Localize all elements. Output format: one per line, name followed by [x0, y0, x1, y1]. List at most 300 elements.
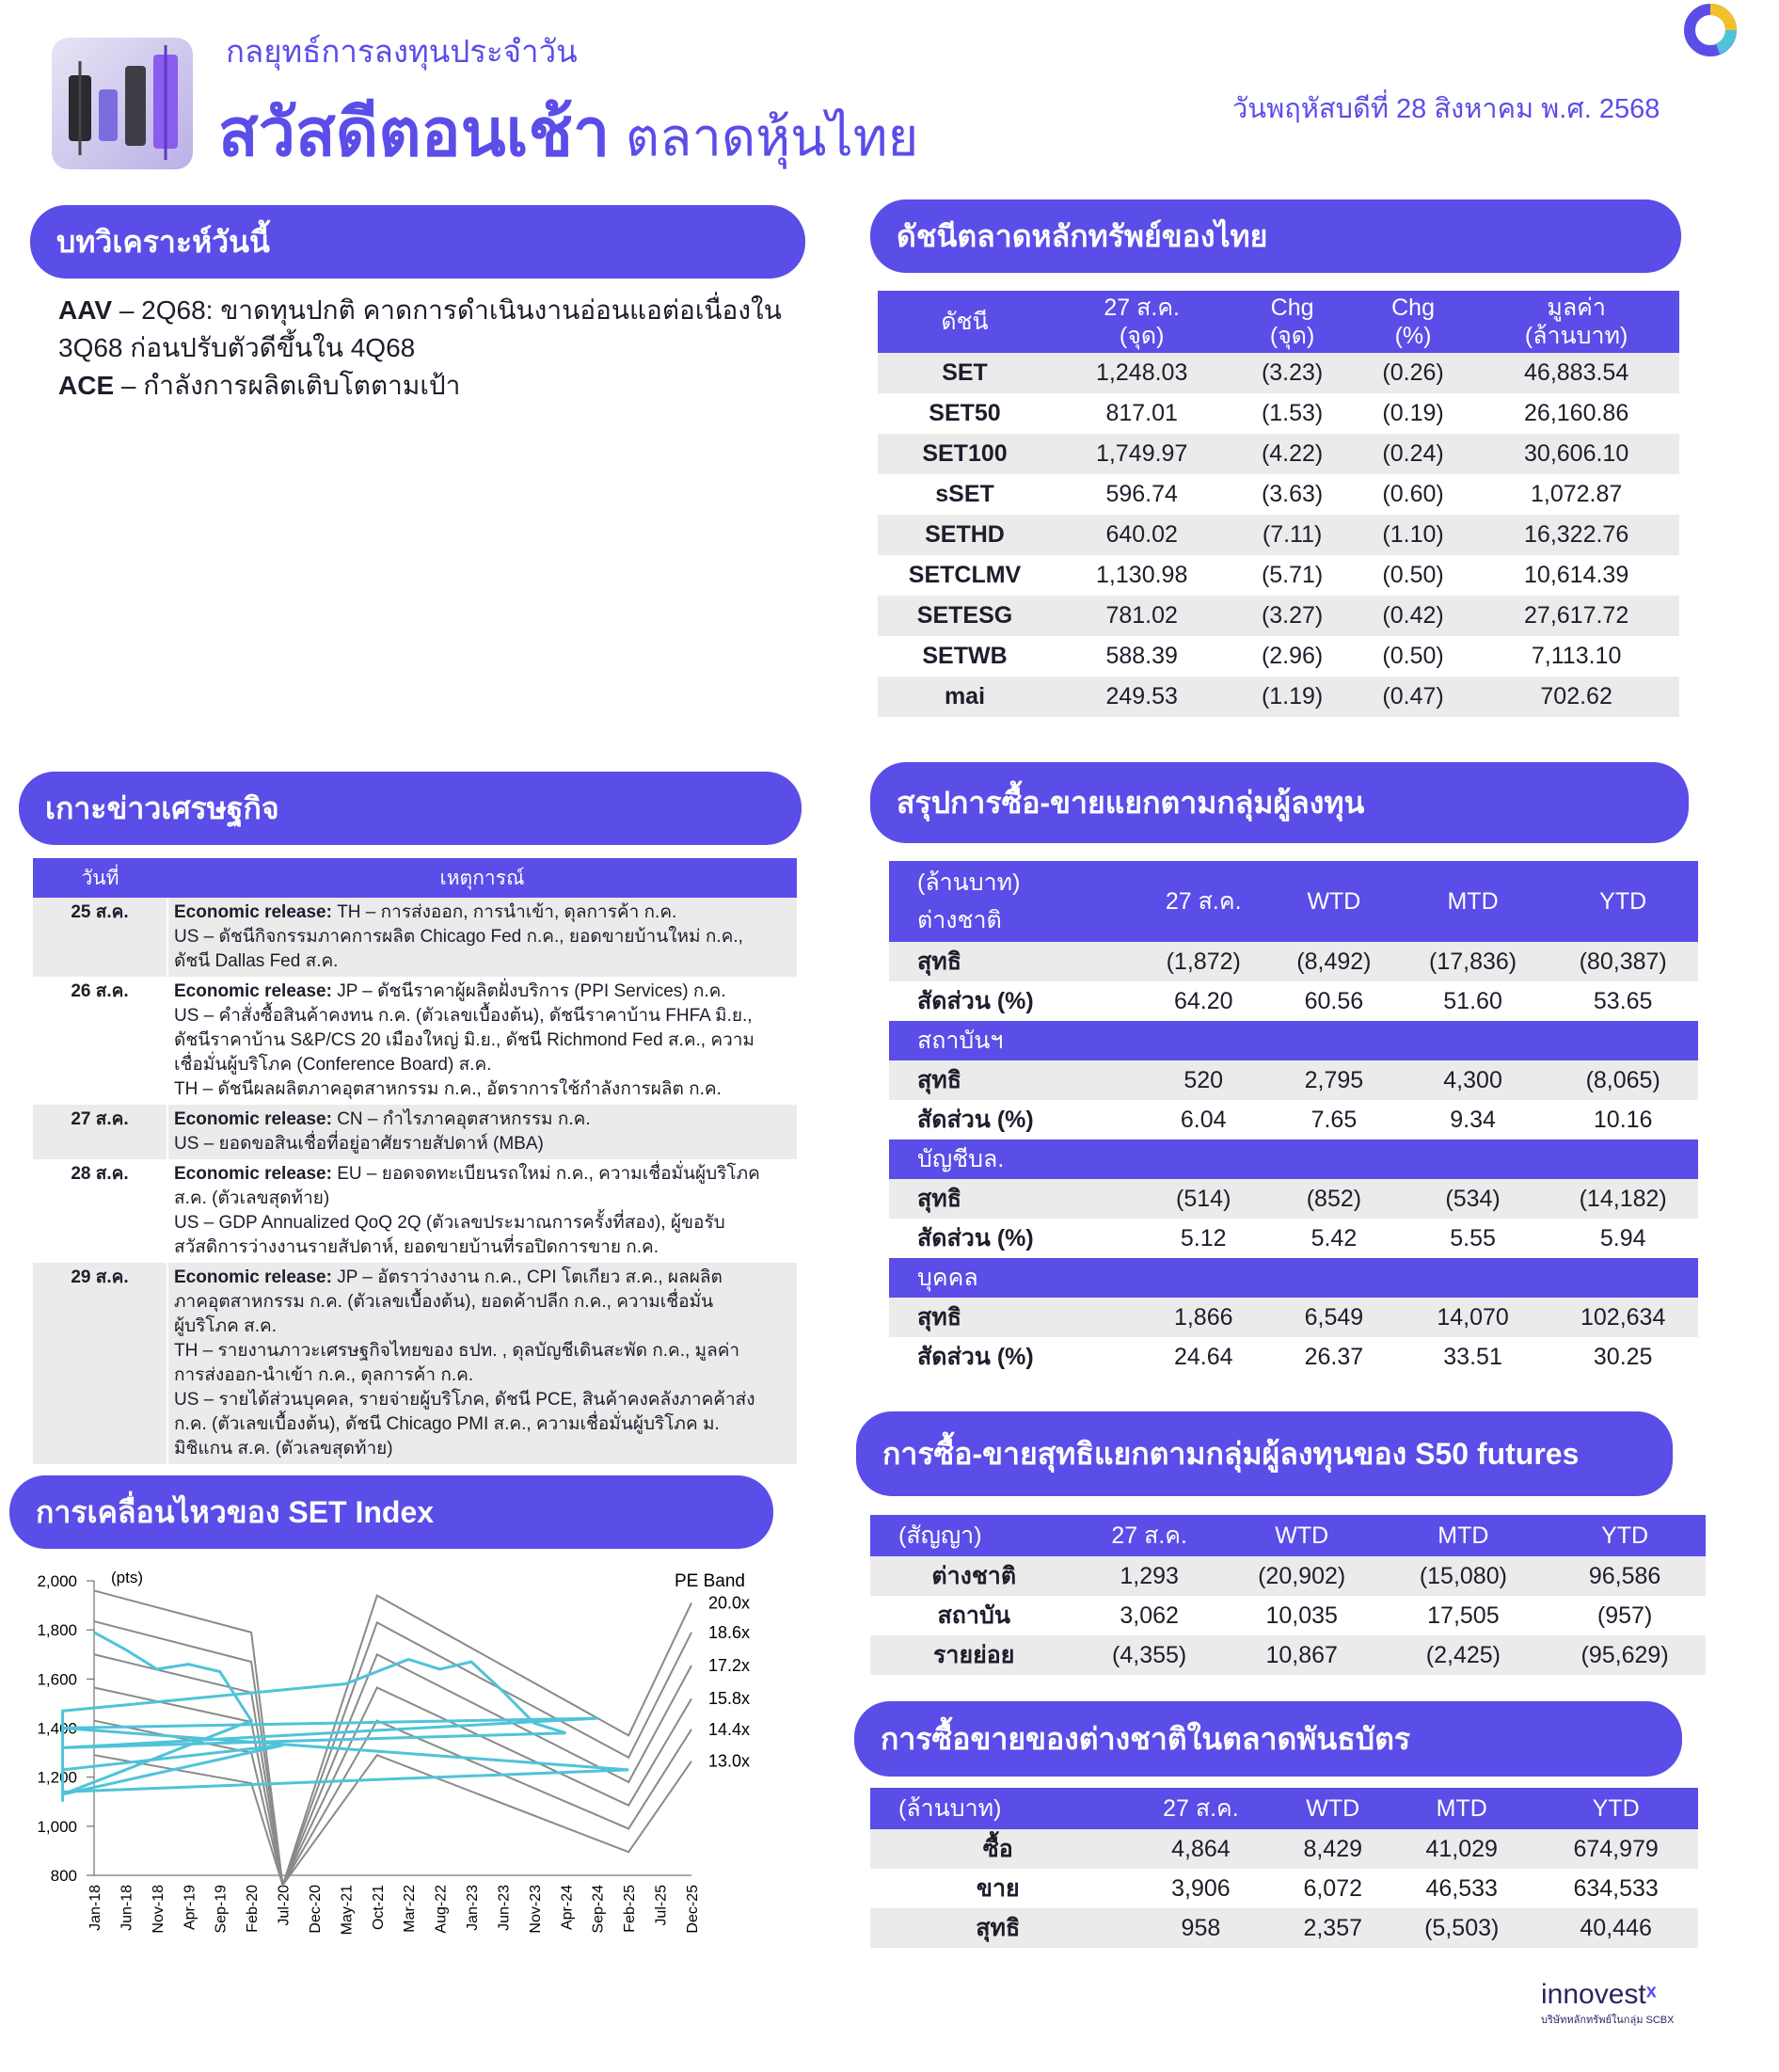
- table-cell: 781.02: [1052, 596, 1231, 636]
- table-row: [889, 1298, 1698, 1337]
- investors-heading-text: สรุปการซื้อ-ขายแยกตามกลุ่มผู้ลงทุน: [897, 785, 1365, 820]
- table-cell: 51.60: [1443, 987, 1502, 1014]
- table-row: [870, 1596, 1706, 1635]
- table-cell: 14,070: [1398, 1298, 1549, 1337]
- table-cell: 7,113.10: [1531, 643, 1622, 669]
- table-cell: (0.24): [1353, 434, 1473, 474]
- event-text: CN – กำไรภาคอุตสาหกรรม ก.ค.: [337, 1109, 591, 1129]
- futures-heading-text: การซื้อ-ขายสุทธิแยกตามกลุ่มผู้ลงทุนของ S50 futures: [882, 1436, 1580, 1471]
- event-text: ดัชนี Dallas Fed ส.ค.: [174, 951, 339, 971]
- row-label: สถาบัน: [937, 1602, 1010, 1629]
- group-header-row: [889, 1258, 1698, 1298]
- event-text: มิชิแกน ส.ค. (ตัวเลขสุดท้าย): [174, 1439, 393, 1458]
- stock-code: AAV: [58, 295, 113, 325]
- table-cell: (5,503): [1390, 1908, 1533, 1948]
- table-row: [878, 515, 1679, 555]
- table-row: [889, 1179, 1698, 1219]
- event-description: [167, 898, 797, 977]
- table-row: [889, 942, 1698, 981]
- y-tick-label: 1,200: [37, 1768, 77, 1787]
- table-cell: 64.20: [1173, 987, 1233, 1014]
- event-line: [174, 1235, 791, 1260]
- table-row: [33, 898, 797, 977]
- event-text: JP – อัตราว่างงาน ก.ค., CPI โตเกียว ส.ค., ผลผลิต: [337, 1267, 723, 1287]
- x-tick-label: Apr-19: [182, 1885, 199, 1931]
- economic-heading: [19, 772, 802, 845]
- column-header: MTD: [1383, 1515, 1545, 1556]
- table-row: [870, 1556, 1706, 1596]
- row-label: สัดส่วน (%): [917, 988, 1034, 1014]
- x-tick-label: Jun-18: [119, 1885, 135, 1931]
- table-cell: 6,072: [1303, 1874, 1362, 1902]
- index-name: SETHD: [878, 515, 1052, 555]
- x-tick-label: Feb-20: [245, 1885, 262, 1933]
- brand-circle-icon: [1684, 4, 1737, 56]
- x-tick-label: Dec-25: [685, 1885, 701, 1934]
- index-name: mai: [878, 677, 1052, 717]
- table-cell: (5.71): [1261, 562, 1324, 588]
- index-name: SETCLMV: [908, 562, 1022, 588]
- table-cell: (8,492): [1270, 942, 1398, 981]
- analysis-heading-text: บทวิเคราะห์วันนี้: [56, 224, 270, 259]
- indices-heading-text: ดัชนีตลาดหลักทรัพย์ของไทย: [897, 218, 1268, 253]
- table-row: [878, 677, 1679, 717]
- table-cell: (0.60): [1382, 481, 1444, 507]
- legend-title: PE Band: [675, 1571, 745, 1591]
- table-cell: (957): [1596, 1602, 1653, 1629]
- table-row: [878, 555, 1679, 596]
- row-label: รายย่อย: [870, 1635, 1077, 1675]
- event-text: US – ยอดขอสินเชื่อที่อยู่อาศัยรายสัปดาห์ (MBA): [174, 1134, 544, 1154]
- analysis-item: [58, 292, 782, 329]
- column-header: มูลค่า (ล้านบาท): [1473, 291, 1679, 353]
- pe-band-label: 14.4x: [708, 1719, 751, 1739]
- row-label: ขาย: [976, 1875, 1020, 1902]
- table-cell: (0.47): [1353, 677, 1473, 717]
- row-label: สุทธิ: [889, 1298, 1136, 1337]
- table-header-row: [870, 1788, 1698, 1829]
- x-tick-label: Jul-25: [653, 1885, 670, 1926]
- table-cell: 640.02: [1052, 515, 1231, 555]
- row-label: ต่างชาติ: [870, 1556, 1077, 1596]
- row-label: สุทธิ: [870, 1908, 1126, 1948]
- table-row: [878, 353, 1679, 393]
- event-line: [174, 1187, 791, 1211]
- table-cell: (20,902): [1221, 1556, 1383, 1596]
- table-cell: 5.55: [1450, 1224, 1496, 1251]
- event-text: TH – ดัชนีผลผลิตภาคอุตสาหกรรม ก.ค., อัตราการใช้กำลังการผลิต ก.ค.: [174, 1079, 722, 1099]
- table-cell: (15,080): [1383, 1556, 1545, 1596]
- event-description: [167, 1159, 797, 1263]
- row-label: สุทธิ: [889, 1179, 1136, 1219]
- analysis-text: – 2Q68: ขาดทุนปกติ คาดการดำเนินงานอ่อนแอต่อเนื่องใน: [112, 295, 782, 325]
- column-header: 27 ส.ค.: [1126, 1788, 1277, 1829]
- x-tick-label: Aug-22: [433, 1885, 450, 1934]
- group-name: สถาบันฯ: [889, 1021, 1698, 1060]
- table-cell: (95,629): [1544, 1635, 1706, 1675]
- event-line: [174, 1412, 791, 1437]
- brand-tagline: บริษัทหลักทรัพย์ในกลุ่ม SCBX: [1541, 2015, 1675, 2026]
- table-row: [33, 1105, 797, 1159]
- table-cell: (1,872): [1136, 942, 1270, 981]
- analysis-text: 3Q68 ก่อนปรับตัวดีขึ้นใน 4Q68: [58, 333, 416, 362]
- table-cell: 7.65: [1310, 1106, 1358, 1133]
- table-cell: (14,182): [1548, 1179, 1698, 1219]
- table-cell: 2,357: [1276, 1908, 1390, 1948]
- table-row: [889, 1337, 1698, 1377]
- table-cell: 1,749.97: [1052, 434, 1231, 474]
- event-text: US – ดัชนีกิจกรรมภาคการผลิต Chicago Fed ก.ค., ยอดขายบ้านใหม่ ก.ค.,: [174, 927, 743, 947]
- event-text: ดัชนีราคาบ้าน S&P/CS 20 เมืองใหญ่ มิ.ย., ดัชนี Richmond Fed ส.ค., ความ: [174, 1030, 754, 1050]
- analysis-item: [58, 367, 782, 405]
- brand-x-mark: x: [1645, 1981, 1657, 2002]
- index-name: sSET: [935, 481, 994, 507]
- table-row: [878, 636, 1679, 677]
- table-cell: 9.34: [1450, 1106, 1496, 1133]
- row-label: สัดส่วน (%): [917, 1107, 1034, 1133]
- x-tick-label: May-21: [339, 1885, 356, 1936]
- page-title: [218, 80, 918, 184]
- pe-band-label: 17.2x: [708, 1655, 751, 1675]
- column-header: YTD: [1533, 1788, 1698, 1829]
- table-cell: (534): [1398, 1179, 1549, 1219]
- table-cell: 702.62: [1473, 677, 1679, 717]
- table-cell: 60.56: [1304, 987, 1364, 1014]
- event-date: 29 ส.ค.: [33, 1263, 167, 1464]
- event-line: [174, 1437, 791, 1461]
- x-tick-label: Feb-25: [622, 1885, 639, 1933]
- group-header-row: [889, 1140, 1698, 1179]
- event-text: ภาคอุตสาหกรรม ก.ค. (ตัวเลขเบื้องต้น), ยอดค้าปลีก ก.ค., ความเชื่อมั่น: [174, 1292, 714, 1312]
- table-cell: (80,387): [1548, 942, 1698, 981]
- event-line: [174, 925, 791, 949]
- page-title-main: สวัสดีตอนเช้า: [218, 96, 611, 169]
- table-cell: 8,429: [1276, 1829, 1390, 1869]
- event-date: 26 ส.ค.: [33, 977, 167, 1105]
- y-tick-label: 1,000: [37, 1817, 77, 1836]
- event-text: JP – ดัชนีราคาผู้ผลิตฝั่งบริการ (PPI Services) ก.ค.: [337, 981, 726, 1001]
- y-tick-label: 2,000: [37, 1572, 77, 1590]
- event-text: เชื่อมั่นผู้บริโภค (Conference Board) ส.ค.: [174, 1055, 492, 1075]
- table-cell: 3,062: [1120, 1602, 1179, 1629]
- column-header: YTD: [1548, 861, 1698, 942]
- column-header: (ล้านบาท): [870, 1788, 1126, 1829]
- table-cell: 6.04: [1180, 1106, 1227, 1133]
- analysis-heading: [30, 205, 805, 279]
- x-tick-label: Oct-21: [370, 1885, 387, 1931]
- y-tick-label: 1,400: [37, 1719, 77, 1738]
- event-date: 28 ส.ค.: [33, 1159, 167, 1263]
- bonds-table: [870, 1788, 1698, 1948]
- table-cell: 10,035: [1265, 1602, 1338, 1629]
- event-line: [174, 901, 791, 925]
- table-row: [878, 393, 1679, 434]
- column-header-date: วันที่: [33, 858, 167, 898]
- table-header-row: [889, 861, 1698, 942]
- event-label: Economic release:: [174, 981, 338, 1001]
- event-label: Economic release:: [174, 1267, 338, 1287]
- table-cell: 102,634: [1548, 1298, 1698, 1337]
- table-cell: (8,065): [1548, 1060, 1698, 1100]
- column-header: YTD: [1544, 1515, 1706, 1556]
- x-tick-label: Sep-19: [213, 1885, 230, 1934]
- table-cell: (2,425): [1383, 1635, 1545, 1675]
- table-row: [870, 1869, 1698, 1908]
- x-tick-label: Dec-20: [307, 1885, 324, 1934]
- table-cell: (2.96): [1261, 643, 1324, 669]
- event-line: [174, 1004, 791, 1028]
- economic-table: [33, 858, 797, 1464]
- table-cell: 3,906: [1171, 1874, 1231, 1902]
- index-name: SET: [878, 353, 1052, 393]
- table-cell: (3.63): [1261, 481, 1324, 507]
- event-date: 25 ส.ค.: [33, 898, 167, 977]
- x-tick-label: Nov-23: [527, 1885, 544, 1934]
- pe-band-label: 18.6x: [708, 1622, 751, 1642]
- table-cell: 2,795: [1270, 1060, 1398, 1100]
- table-cell: (0.50): [1382, 562, 1444, 588]
- table-row: [870, 1908, 1698, 1948]
- table-cell: 1,130.98: [1096, 562, 1188, 588]
- table-cell: 40,446: [1533, 1908, 1698, 1948]
- event-line: [174, 1290, 791, 1315]
- table-row: [889, 1219, 1698, 1258]
- event-line: [174, 1211, 791, 1235]
- table-cell: 24.64: [1173, 1343, 1233, 1370]
- table-cell: (0.50): [1382, 643, 1444, 669]
- event-line: [174, 1108, 791, 1132]
- table-row: [889, 1100, 1698, 1140]
- futures-table: [870, 1515, 1706, 1675]
- column-header: Chg (%): [1353, 291, 1473, 353]
- event-text: ก.ค. (ตัวเลขเบื้องต้น), ดัชนี Chicago PMI ส.ค., ความเชื่อมั่นผู้บริโภค ม.: [174, 1414, 720, 1434]
- group-name: ต่างชาติ: [917, 907, 1002, 933]
- table-cell: 26,160.86: [1524, 400, 1629, 426]
- table-cell: 96,586: [1544, 1556, 1706, 1596]
- table-row: [870, 1829, 1698, 1869]
- event-text: US – รายได้ส่วนบุคคล, รายจ่ายผู้บริโภค, ดัชนี PCE, สินค้าคงคลังภาคค้าส่ง: [174, 1390, 755, 1410]
- table-cell: 520: [1136, 1060, 1270, 1100]
- table-cell: 41,029: [1390, 1829, 1533, 1869]
- table-row: [889, 1060, 1698, 1100]
- event-text: TH – การส่งออก, การนำเข้า, ดุลการค้า ก.ค.: [337, 902, 677, 922]
- chart-heading-text: การเคลื่อนไหวของ SET Index: [36, 1494, 435, 1529]
- event-text: ผู้บริโภค ส.ค.: [174, 1316, 277, 1336]
- pe-band-label: 15.8x: [708, 1689, 751, 1709]
- column-header: WTD: [1270, 861, 1398, 942]
- futures-heading: [856, 1411, 1673, 1496]
- table-row: [878, 434, 1679, 474]
- pe-band-label: 20.0x: [708, 1593, 751, 1613]
- column-header: (ล้านบาท) ต่างชาติ: [889, 861, 1136, 942]
- event-line: [174, 1315, 791, 1339]
- row-label: สุทธิ: [889, 1060, 1136, 1100]
- table-cell: 4,864: [1126, 1829, 1277, 1869]
- event-line: [174, 949, 791, 974]
- bonds-heading: [854, 1701, 1682, 1777]
- investor-table: [889, 861, 1698, 1377]
- table-cell: 817.01: [1105, 400, 1178, 426]
- group-name: บัญชีบล.: [889, 1140, 1698, 1179]
- event-description: [167, 977, 797, 1105]
- column-header: ดัชนี: [878, 291, 1052, 353]
- table-cell: (514): [1136, 1179, 1270, 1219]
- row-label: ซื้อ: [870, 1829, 1126, 1869]
- event-label: Economic release:: [174, 1109, 338, 1129]
- x-tick-label: Jun-23: [496, 1885, 513, 1931]
- header-logo-icon: [52, 38, 193, 169]
- event-line: [174, 1053, 791, 1077]
- row-label: สุทธิ: [889, 942, 1136, 981]
- column-header: 27 ส.ค. (จุด): [1052, 291, 1231, 353]
- table-cell: (3.23): [1231, 353, 1352, 393]
- index-name: SET100: [878, 434, 1052, 474]
- table-cell: 249.53: [1052, 677, 1231, 717]
- x-tick-label: Mar-22: [402, 1885, 419, 1933]
- column-header-event: เหตุการณ์: [167, 858, 797, 898]
- table-cell: 10.16: [1593, 1106, 1653, 1133]
- event-line: [174, 1388, 791, 1412]
- table-header-row: [33, 858, 797, 898]
- event-line: [174, 1028, 791, 1053]
- table-cell: (7.11): [1231, 515, 1352, 555]
- table-cell: 33.51: [1443, 1343, 1502, 1370]
- event-line: [174, 1132, 791, 1156]
- x-tick-label: Jan-18: [87, 1885, 103, 1931]
- table-cell: 4,300: [1398, 1060, 1549, 1100]
- table-cell: 10,867: [1221, 1635, 1383, 1675]
- y-tick-label: 1,800: [37, 1621, 77, 1640]
- column-header: Chg (จุด): [1231, 291, 1352, 353]
- table-cell: 46,533: [1425, 1874, 1498, 1902]
- y-tick-label: 800: [50, 1867, 77, 1885]
- table-cell: 30,606.10: [1473, 434, 1679, 474]
- index-name: SETWB: [922, 643, 1008, 669]
- column-header: WTD: [1276, 1788, 1390, 1829]
- column-header: MTD: [1390, 1788, 1533, 1829]
- table-cell: 17,505: [1427, 1602, 1500, 1629]
- table-cell: (0.42): [1353, 596, 1473, 636]
- event-line: [174, 1339, 791, 1363]
- table-cell: (852): [1270, 1179, 1398, 1219]
- table-cell: 958: [1126, 1908, 1277, 1948]
- table-cell: 596.74: [1105, 481, 1178, 507]
- table-cell: (4.22): [1231, 434, 1352, 474]
- table-cell: (3.27): [1231, 596, 1352, 636]
- event-text: EU – ยอดจดทะเบียนรถใหม่ ก.ค., ความเชื่อมั่นผู้บริโภค: [337, 1164, 760, 1184]
- table-cell: 53.65: [1593, 987, 1653, 1014]
- event-text: US – GDP Annualized QoQ 2Q (ตัวเลขประมาณการครั้งที่สอง), ผู้ขอรับ: [174, 1213, 725, 1233]
- x-tick-label: Nov-18: [150, 1885, 167, 1934]
- set-index-chart: [0, 1553, 781, 1957]
- event-date: 27 ส.ค.: [33, 1105, 167, 1159]
- report-date: วันพฤหัสบดีที่ 28 สิงหาคม พ.ศ. 2568: [1232, 94, 1660, 124]
- chart-heading: [9, 1475, 773, 1549]
- x-tick-label: Jul-20: [276, 1885, 293, 1926]
- table-cell: 6,549: [1270, 1298, 1398, 1337]
- group-header-row: [889, 1021, 1698, 1060]
- table-cell: (1.19): [1231, 677, 1352, 717]
- column-header: 27 ส.ค.: [1136, 861, 1270, 942]
- x-tick-label: Apr-24: [559, 1885, 576, 1931]
- table-row: [878, 474, 1679, 515]
- table-cell: 10,614.39: [1524, 562, 1629, 588]
- brand-name: innovest: [1541, 1979, 1646, 2010]
- analysis-text: – กำลังการผลิตเติบโตตามเป้า: [114, 371, 461, 400]
- column-header: (สัญญา): [870, 1515, 1077, 1556]
- table-cell: (1.10): [1353, 515, 1473, 555]
- event-text: การส่งออก-นำเข้า ก.ค., ดุลการค้า ก.ค.: [174, 1365, 474, 1385]
- table-cell: (0.26): [1353, 353, 1473, 393]
- table-cell: 634,533: [1573, 1874, 1659, 1902]
- event-label: Economic release:: [174, 1164, 338, 1184]
- table-cell: 588.39: [1105, 643, 1178, 669]
- investors-heading: [870, 762, 1689, 843]
- event-label: Economic release:: [174, 902, 338, 922]
- pe-band-line: [94, 1755, 691, 1885]
- bonds-heading-text: การซื้อขายของต่างชาติในตลาดพันธบัตร: [881, 1721, 1411, 1756]
- header-subtitle: กลยุทธ์การลงทุนประจำวัน: [226, 34, 578, 69]
- table-cell: 26.37: [1304, 1343, 1364, 1370]
- event-line: [174, 1162, 791, 1187]
- table-row: [33, 977, 797, 1105]
- indices-heading: [870, 199, 1681, 273]
- table-row: [878, 596, 1679, 636]
- table-cell: 30.25: [1593, 1343, 1653, 1370]
- table-cell: (17,836): [1398, 942, 1549, 981]
- column-header: 27 ส.ค.: [1077, 1515, 1220, 1556]
- stock-code: ACE: [58, 371, 115, 400]
- y-axis-label: (pts): [111, 1569, 143, 1586]
- table-cell: 27,617.72: [1473, 596, 1679, 636]
- table-cell: 674,979: [1533, 1829, 1698, 1869]
- table-row: [889, 981, 1698, 1021]
- table-cell: (0.19): [1382, 400, 1444, 426]
- analysis-list: [58, 292, 782, 405]
- table-cell: 1,248.03: [1052, 353, 1231, 393]
- footer-brand: [1541, 1979, 1674, 2028]
- table-header-row: [878, 291, 1679, 353]
- y-tick-label: 1,600: [37, 1670, 77, 1689]
- event-line: [174, 1077, 791, 1102]
- table-header-row: [870, 1515, 1706, 1556]
- event-line: [174, 1266, 791, 1290]
- table-cell: 5.12: [1180, 1224, 1227, 1251]
- x-tick-label: Jan-23: [465, 1885, 482, 1931]
- row-label: สัดส่วน (%): [917, 1225, 1034, 1251]
- table-cell: 1,072.87: [1530, 481, 1623, 507]
- analysis-item: [58, 329, 782, 367]
- pe-band-label: 13.0x: [708, 1751, 751, 1771]
- table-cell: 1,293: [1077, 1556, 1220, 1596]
- x-tick-label: Sep-24: [590, 1885, 607, 1934]
- event-text: ส.ค. (ตัวเลขสุดท้าย): [174, 1188, 330, 1208]
- table-cell: (1.53): [1261, 400, 1324, 426]
- index-table: [878, 291, 1679, 717]
- column-header: MTD: [1398, 861, 1549, 942]
- table-cell: 5.42: [1310, 1224, 1358, 1251]
- event-line: [174, 1363, 791, 1388]
- table-cell: 1,866: [1136, 1298, 1270, 1337]
- event-text: US – คำสั่งซื้อสินค้าคงทน ก.ค. (ตัวเลขเบื้องต้น), ดัชนีราคาบ้าน FHFA มิ.ย.,: [174, 1006, 753, 1026]
- table-row: [870, 1635, 1706, 1675]
- row-label: สัดส่วน (%): [917, 1344, 1034, 1370]
- table-cell: (4,355): [1077, 1635, 1220, 1675]
- table-cell: 5.94: [1599, 1224, 1646, 1251]
- index-name: SET50: [929, 400, 1001, 426]
- event-text: สวัสดิการว่างงานรายสัปดาห์, ยอดขายบ้านที่รอปิดการขาย ก.ค.: [174, 1237, 659, 1257]
- table-row: [33, 1263, 797, 1464]
